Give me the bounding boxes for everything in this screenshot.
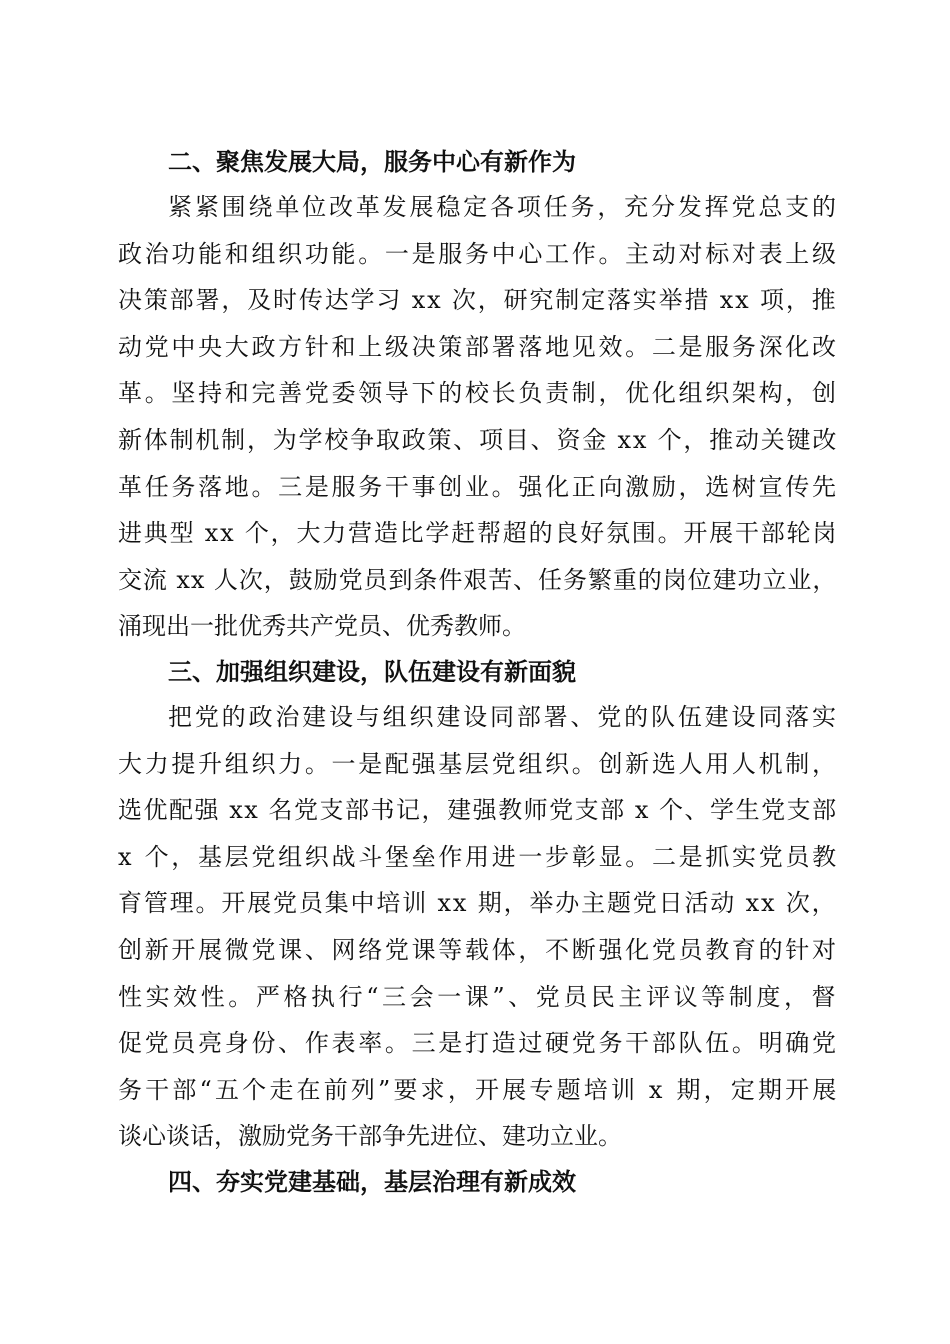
paragraph-line: 交流 xx 人次，鼓励党员到条件艰苦、任务繁重的岗位建功立业， [118,565,838,594]
paragraph-line: 新体制机制，为学校争取政策、项目、资金 xx 个，推动关键改 [118,425,839,454]
paragraph-line: 谈心谈话，激励党务干部争先进位、建功立业。 [118,1122,622,1151]
paragraph-line: 紧紧围绕单位改革发展稳定各项任务，充分发挥党总支的 [168,193,839,221]
section-heading: 四、夯实党建基础，基层治理有新成效 [168,1167,576,1196]
paragraph-line: 政治功能和组织功能。一是服务中心工作。主动对标对表上级 [118,239,839,268]
paragraph-line: 促党员亮身份、作表率。三是打造过硬党务干部队伍。明确党 [118,1029,839,1058]
section-paragraph [118,694,840,1160]
paragraph-line: 涌现出一批优秀共产党员、优秀教师。 [118,612,526,641]
paragraph-line: 动党中央大政方针和上级决策部署落地见效。二是服务深化改 [118,332,839,361]
section-heading: 二、聚焦发展大局，服务中心有新作为 [168,148,576,176]
paragraph-line: x 个，基层党组织战斗堡垒作用进一步彰显。二是抓实党员教 [118,842,839,871]
document-body [118,140,840,1204]
paragraph-line: 性实效性。严格执行“三会一课”、党员民主评议等制度，督 [118,982,840,1011]
paragraph-line: 大力提升组织力。一是配强基层党组织。创新选人用人机制， [118,749,839,778]
paragraph-line: 把党的政治建设与组织建设同部署、党的队伍建设同落实 [168,702,839,731]
paragraph-line: 革。坚持和完善党委领导下的校长负责制，优化组织架构，创 [118,379,839,408]
paragraph-line: 决策部署，及时传达学习 xx 次，研究制定落实举措 xx 项，推 [118,286,838,315]
paragraph-line: 务干部“五个走在前列”要求，开展专题培训 x 期，定期开展 [118,1075,840,1104]
section-heading: 三、加强组织建设，队伍建设有新面貌 [168,657,576,686]
paragraph-line: 选优配强 xx 名党支部书记，建强教师党支部 x 个、学生党支部 [118,796,838,825]
paragraph-line: 育管理。开展党员集中培训 xx 期，举办主题党日活动 xx 次， [118,889,838,918]
paragraph-line: 革任务落地。三是服务干事创业。强化正向激励，选树宣传先 [118,472,839,501]
paragraph-line: 进典型 xx 个，大力营造比学赶帮超的良好氛围。开展干部轮岗 [118,519,839,548]
section-paragraph [118,184,839,650]
paragraph-line: 创新开展微党课、网络党课等载体，不断强化党员教育的针对 [118,935,839,964]
